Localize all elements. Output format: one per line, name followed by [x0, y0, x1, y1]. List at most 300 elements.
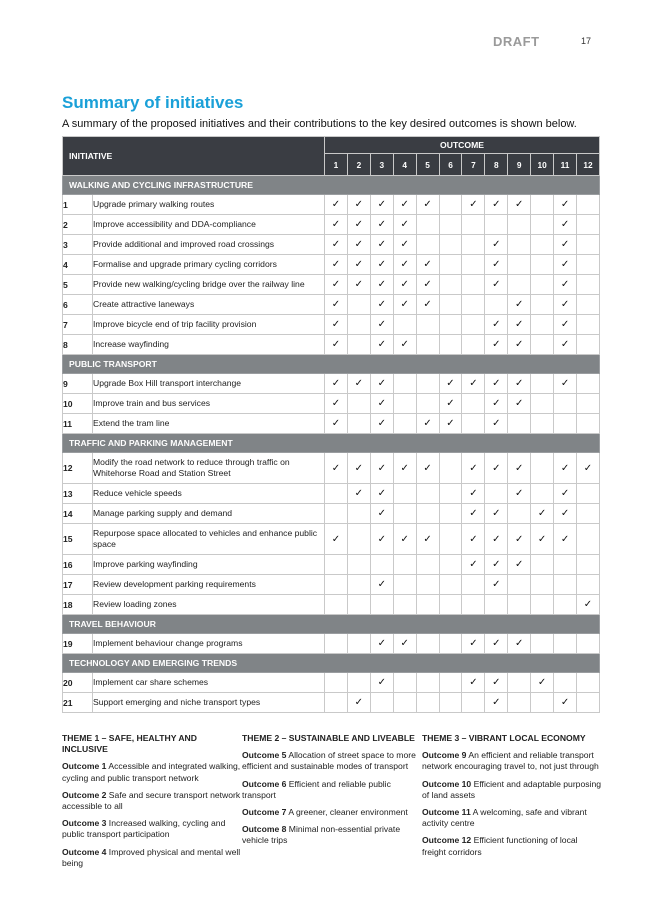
outcome-cell [485, 504, 508, 524]
outcome-cell [554, 575, 577, 595]
outcome-cell [325, 484, 348, 504]
outcome-cell [370, 295, 393, 315]
check-icon: ✓ [354, 259, 364, 270]
check-icon: ✓ [354, 488, 364, 499]
outcome-cell [576, 634, 599, 654]
table-row [63, 453, 600, 484]
outcome-cell [576, 673, 599, 693]
check-icon: ✓ [560, 199, 570, 210]
outcome-cell [485, 555, 508, 575]
outcome-cell [370, 374, 393, 394]
initiative-description: Implement car share schemes [93, 673, 325, 693]
outcome-cell [531, 414, 554, 434]
outcome-cell [531, 235, 554, 255]
outcome-cell [347, 414, 370, 434]
outcome-cell [347, 295, 370, 315]
check-icon: ✓ [446, 418, 455, 429]
check-icon: ✓ [583, 599, 593, 610]
outcome-text: Efficient and reliable public transport [242, 778, 391, 800]
outcome-cell [554, 235, 577, 255]
outcome-cell [508, 595, 531, 615]
theme-column [422, 733, 602, 875]
check-icon: ✓ [377, 219, 386, 230]
check-icon: ✓ [331, 319, 341, 330]
check-icon: ✓ [331, 398, 341, 409]
initiative-number: 18 [63, 595, 93, 615]
outcome-cell [485, 195, 508, 215]
outcome-cell [576, 693, 599, 713]
initiative-description: Extend the tram line [93, 414, 325, 434]
table-row [63, 634, 600, 654]
check-icon: ✓ [469, 462, 478, 474]
outcome-cell [393, 215, 416, 235]
outcome-cell [416, 673, 439, 693]
check-icon: ✓ [515, 299, 524, 310]
table-row [63, 673, 600, 693]
outcome-cell [531, 555, 554, 575]
check-icon: ✓ [400, 462, 409, 474]
outcome-cell [439, 275, 462, 295]
outcome-description [422, 779, 602, 801]
check-icon: ✓ [492, 697, 501, 708]
outcome-cell [485, 315, 508, 335]
outcome-label: Outcome 10 [422, 778, 472, 789]
outcome-text: Efficient functioning of local freight corridors [422, 835, 578, 857]
outcome-description [242, 750, 422, 772]
outcome-cell [439, 673, 462, 693]
outcome-cell [576, 555, 599, 575]
initiative-number: 13 [63, 484, 93, 504]
check-icon: ✓ [469, 488, 478, 499]
outcome-cell [531, 504, 554, 524]
outcome-cell [439, 235, 462, 255]
check-icon: ✓ [377, 299, 386, 310]
outcome-cell [439, 255, 462, 275]
check-icon: ✓ [492, 199, 501, 210]
outcome-cell [347, 394, 370, 414]
table-row [63, 555, 600, 575]
table-row [63, 315, 600, 335]
outcome-cell [347, 555, 370, 575]
outcome-cell [462, 634, 485, 654]
check-icon: ✓ [354, 697, 364, 708]
check-icon: ✓ [331, 418, 341, 429]
table-row [63, 484, 600, 504]
outcome-number-header: 7 [462, 154, 485, 176]
outcome-cell [462, 693, 485, 713]
check-icon: ✓ [377, 199, 386, 210]
outcome-cell [439, 524, 462, 555]
outcome-cell [439, 453, 462, 484]
section-title: WALKING AND CYCLING INFRASTRUCTURE [63, 176, 600, 195]
initiative-number: 15 [63, 524, 93, 555]
outcome-cell [393, 315, 416, 335]
check-icon: ✓ [331, 219, 341, 230]
outcome-cell [439, 335, 462, 355]
table-row [63, 394, 600, 414]
outcome-cell [416, 295, 439, 315]
initiative-description: Review loading zones [93, 595, 325, 615]
outcome-label: Outcome 2 [62, 789, 107, 800]
outcome-number-header: 6 [439, 154, 462, 176]
outcome-text: Minimal non-essential private vehicle trips [242, 824, 401, 846]
check-icon: ✓ [331, 339, 341, 350]
outcome-cell [439, 575, 462, 595]
outcome-label: Outcome 12 [422, 835, 472, 846]
outcome-description [62, 790, 242, 812]
outcome-cell [370, 275, 393, 295]
check-icon: ✓ [377, 319, 386, 330]
outcome-cell [416, 595, 439, 615]
table-row [63, 575, 600, 595]
check-icon: ✓ [354, 462, 364, 474]
outcome-cell [347, 504, 370, 524]
outcome-cell [347, 374, 370, 394]
outcome-cell [325, 673, 348, 693]
section-row [63, 615, 600, 634]
check-icon: ✓ [331, 299, 341, 310]
outcome-cell [347, 575, 370, 595]
check-icon: ✓ [492, 462, 501, 474]
outcome-number-header: 5 [416, 154, 439, 176]
outcome-cell [439, 595, 462, 615]
outcome-label: Outcome 4 [62, 846, 107, 857]
check-icon: ✓ [492, 533, 501, 545]
check-icon: ✓ [492, 677, 501, 688]
outcome-cell [462, 335, 485, 355]
initiative-number: 14 [63, 504, 93, 524]
outcome-cell [347, 484, 370, 504]
outcome-cell [462, 295, 485, 315]
section-row [63, 654, 600, 673]
table-row [63, 275, 600, 295]
check-icon: ✓ [469, 378, 478, 389]
outcome-cell [416, 255, 439, 275]
outcome-cell [554, 453, 577, 484]
outcome-cell [554, 524, 577, 555]
outcome-cell [393, 335, 416, 355]
check-icon: ✓ [560, 533, 570, 545]
outcome-cell [439, 374, 462, 394]
check-icon: ✓ [377, 579, 386, 590]
outcome-cell [462, 504, 485, 524]
outcome-label: Outcome 1 [62, 761, 107, 772]
outcome-cell [485, 595, 508, 615]
outcome-cell [485, 575, 508, 595]
check-icon: ✓ [331, 259, 341, 270]
outcome-text: Improved physical and mental well being [62, 846, 241, 868]
check-icon: ✓ [331, 279, 341, 290]
outcome-cell [554, 374, 577, 394]
outcome-description [242, 807, 422, 818]
outcome-cell [416, 484, 439, 504]
outcome-text: Accessible and integrated walking, cycling and public transport network [62, 761, 241, 783]
outcome-cell [554, 414, 577, 434]
outcome-header: OUTCOME [325, 137, 600, 154]
check-icon: ✓ [560, 239, 570, 250]
outcome-cell [416, 453, 439, 484]
themes-legend [62, 733, 602, 875]
table-row [63, 504, 600, 524]
outcome-description [62, 818, 242, 840]
outcome-cell [485, 673, 508, 693]
check-icon: ✓ [354, 279, 364, 290]
outcome-cell [508, 315, 531, 335]
initiative-number: 7 [63, 315, 93, 335]
outcome-cell [462, 394, 485, 414]
check-icon: ✓ [377, 339, 386, 350]
outcome-cell [485, 394, 508, 414]
outcome-number-header: 9 [508, 154, 531, 176]
outcome-cell [576, 235, 599, 255]
outcome-cell [462, 524, 485, 555]
outcome-cell [531, 255, 554, 275]
outcome-cell [485, 453, 508, 484]
check-icon: ✓ [400, 299, 409, 310]
outcome-cell [347, 195, 370, 215]
outcome-description [422, 750, 602, 772]
outcome-cell [347, 634, 370, 654]
outcome-cell [554, 693, 577, 713]
check-icon: ✓ [446, 398, 455, 409]
outcome-cell [325, 524, 348, 555]
check-icon: ✓ [560, 299, 570, 310]
outcome-cell [370, 315, 393, 335]
outcome-cell [439, 504, 462, 524]
outcome-cell [370, 215, 393, 235]
outcome-cell [554, 504, 577, 524]
initiative-description: Support emerging and niche transport types [93, 693, 325, 713]
outcome-cell [325, 575, 348, 595]
outcome-cell [531, 335, 554, 355]
outcome-cell [576, 195, 599, 215]
outcome-cell [416, 335, 439, 355]
outcome-cell [576, 484, 599, 504]
outcome-cell [370, 255, 393, 275]
outcome-cell [393, 575, 416, 595]
initiative-number: 10 [63, 394, 93, 414]
outcome-cell [393, 504, 416, 524]
check-icon: ✓ [354, 378, 364, 389]
draft-watermark: DRAFT [493, 34, 540, 49]
initiative-description: Provide new walking/cycling bridge over the railway line [93, 275, 325, 295]
outcome-cell [462, 555, 485, 575]
initiatives-body [63, 176, 600, 713]
check-icon: ✓ [492, 279, 501, 290]
outcome-text: Increased walking, cycling and public transport participation [62, 818, 226, 840]
initiative-description: Upgrade Box Hill transport interchange [93, 374, 325, 394]
initiative-description: Improve accessibility and DDA-compliance [93, 215, 325, 235]
section-row [63, 355, 600, 374]
outcome-text: Allocation of street space to more efficient and sustainable modes of transport [242, 750, 416, 772]
outcome-cell [416, 575, 439, 595]
initiative-number: 20 [63, 673, 93, 693]
outcome-cell [393, 673, 416, 693]
outcome-cell [508, 524, 531, 555]
outcome-cell [393, 634, 416, 654]
outcome-cell [576, 295, 599, 315]
outcome-cell [554, 195, 577, 215]
outcome-cell [531, 595, 554, 615]
check-icon: ✓ [560, 259, 570, 270]
outcome-cell [508, 374, 531, 394]
outcome-cell [439, 394, 462, 414]
check-icon: ✓ [492, 508, 501, 519]
outcome-cell [576, 394, 599, 414]
outcome-cell [439, 693, 462, 713]
outcome-description [422, 835, 602, 857]
outcome-cell [462, 195, 485, 215]
check-icon: ✓ [492, 319, 501, 330]
check-icon: ✓ [537, 677, 547, 688]
check-icon: ✓ [377, 418, 386, 429]
outcome-cell [508, 195, 531, 215]
outcome-cell [325, 595, 348, 615]
outcome-cell [393, 595, 416, 615]
outcome-number-header: 3 [370, 154, 393, 176]
outcome-cell [462, 374, 485, 394]
outcome-cell [576, 504, 599, 524]
outcome-cell [325, 504, 348, 524]
outcome-cell [325, 195, 348, 215]
outcome-label: Outcome 6 [242, 778, 287, 789]
outcome-cell [370, 195, 393, 215]
outcome-cell [347, 315, 370, 335]
outcome-cell [393, 524, 416, 555]
outcome-cell [416, 195, 439, 215]
outcome-cell [370, 484, 393, 504]
check-icon: ✓ [560, 378, 570, 389]
initiative-description: Upgrade primary walking routes [93, 195, 325, 215]
outcome-cell [462, 575, 485, 595]
outcome-cell [508, 453, 531, 484]
outcome-cell [393, 235, 416, 255]
outcome-cell [439, 195, 462, 215]
outcome-cell [416, 215, 439, 235]
outcome-cell [531, 195, 554, 215]
outcome-cell [485, 335, 508, 355]
theme-title: THEME 1 – SAFE, HEALTHY AND INCLUSIVE [62, 733, 197, 755]
check-icon: ✓ [560, 339, 570, 350]
outcome-cell [576, 215, 599, 235]
section-row [63, 434, 600, 453]
outcome-cell [462, 215, 485, 235]
check-icon: ✓ [469, 199, 478, 210]
outcome-cell [393, 394, 416, 414]
check-icon: ✓ [492, 239, 501, 250]
outcome-cell [325, 394, 348, 414]
outcome-description [422, 807, 602, 829]
check-icon: ✓ [492, 259, 501, 270]
outcome-cell [508, 394, 531, 414]
outcome-cell [485, 295, 508, 315]
check-icon: ✓ [515, 378, 524, 389]
check-icon: ✓ [400, 219, 409, 230]
outcome-cell [508, 335, 531, 355]
outcome-text: A welcoming, safe and vibrant activity centre [422, 807, 587, 829]
outcome-number-header: 1 [325, 154, 348, 176]
check-icon: ✓ [423, 462, 432, 474]
initiative-description: Create attractive laneways [93, 295, 325, 315]
outcome-cell [325, 374, 348, 394]
outcome-cell [370, 575, 393, 595]
outcome-cell [370, 634, 393, 654]
section-row [63, 176, 600, 195]
outcome-cell [485, 374, 508, 394]
outcome-label: Outcome 11 [422, 807, 471, 818]
outcome-cell [347, 524, 370, 555]
outcome-cell [347, 215, 370, 235]
check-icon: ✓ [400, 239, 409, 250]
table-row [63, 524, 600, 555]
check-icon: ✓ [377, 488, 386, 499]
check-icon: ✓ [354, 219, 364, 230]
outcome-cell [554, 595, 577, 615]
outcome-cell [576, 524, 599, 555]
outcome-cell [370, 335, 393, 355]
check-icon: ✓ [377, 638, 386, 649]
outcome-cell [393, 195, 416, 215]
check-icon: ✓ [515, 488, 524, 499]
outcome-label: Outcome 8 [242, 824, 287, 835]
outcome-cell [531, 634, 554, 654]
outcome-cell [508, 693, 531, 713]
outcome-cell [439, 414, 462, 434]
outcome-cell [554, 215, 577, 235]
check-icon: ✓ [492, 579, 501, 590]
outcome-text: An efficient and reliable transport network encouraging travel to, not just through [422, 750, 599, 772]
intro-text: A summary of the proposed initiatives and their contributions to the key desired outcomes is shown below. [62, 118, 577, 130]
check-icon: ✓ [515, 339, 524, 350]
outcome-cell [508, 235, 531, 255]
initiative-description: Improve parking wayfinding [93, 555, 325, 575]
outcome-cell [416, 414, 439, 434]
check-icon: ✓ [537, 508, 547, 519]
outcome-cell [485, 414, 508, 434]
outcome-cell [531, 575, 554, 595]
check-icon: ✓ [446, 378, 455, 389]
outcome-cell [485, 484, 508, 504]
initiative-number: 11 [63, 414, 93, 434]
outcome-number-header: 10 [531, 154, 554, 176]
outcome-cell [393, 484, 416, 504]
check-icon: ✓ [515, 559, 524, 570]
outcome-cell [462, 255, 485, 275]
theme-title: THEME 3 – VIBRANT LOCAL ECONOMY [422, 733, 586, 743]
outcome-cell [416, 634, 439, 654]
outcome-cell [485, 255, 508, 275]
check-icon: ✓ [423, 259, 432, 270]
outcome-cell [325, 555, 348, 575]
outcome-cell [554, 295, 577, 315]
outcome-cell [325, 215, 348, 235]
outcome-cell [347, 453, 370, 484]
outcome-cell [370, 453, 393, 484]
check-icon: ✓ [423, 533, 432, 545]
initiative-description: Repurpose space allocated to vehicles and enhance public space [93, 524, 325, 555]
initiative-number: 12 [63, 453, 93, 484]
outcome-cell [439, 315, 462, 335]
outcome-cell [576, 275, 599, 295]
outcome-cell [416, 315, 439, 335]
outcome-cell [416, 693, 439, 713]
outcome-cell [325, 315, 348, 335]
check-icon: ✓ [537, 533, 547, 545]
outcome-cell [416, 235, 439, 255]
outcome-cell [462, 235, 485, 255]
outcome-cell [393, 295, 416, 315]
check-icon: ✓ [354, 199, 364, 210]
